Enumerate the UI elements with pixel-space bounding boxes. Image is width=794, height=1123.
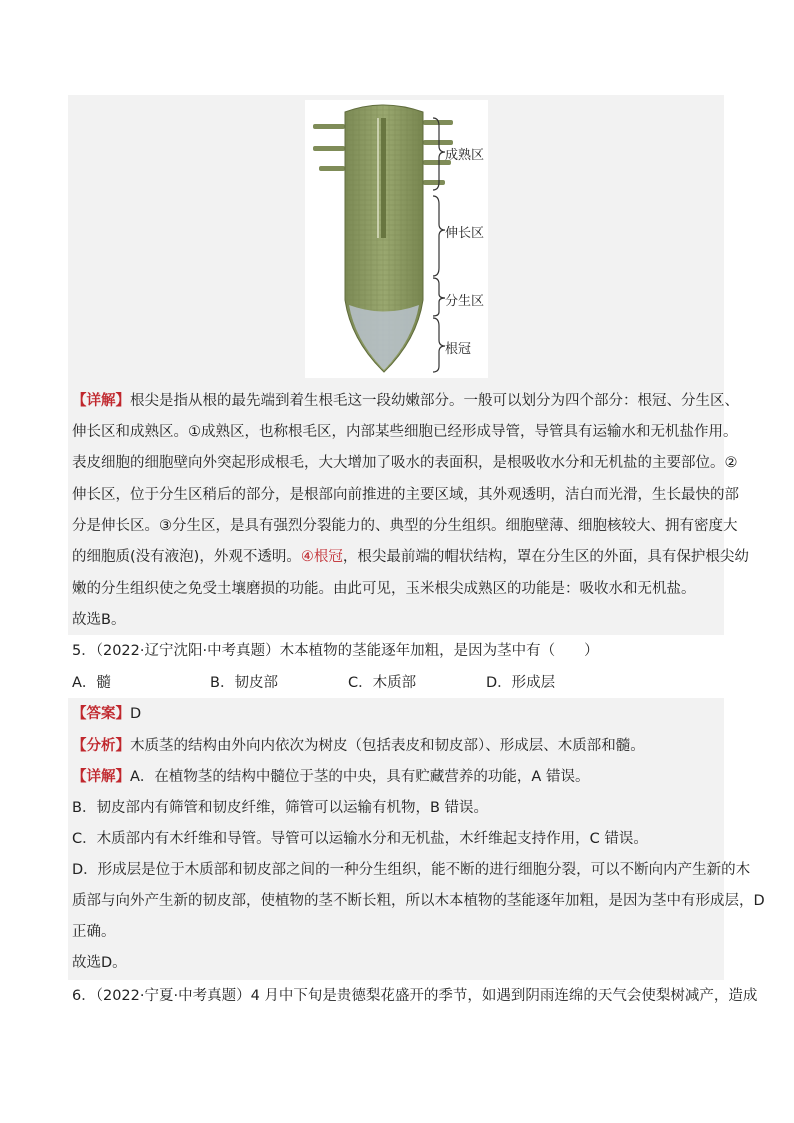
q5-option-d: D．形成层	[486, 675, 556, 691]
label-meristem-zone: 分生区	[445, 294, 485, 309]
q4-detail-line-5: 分是伸长区。③分生区，是具有强烈分裂能力的、典型的分生组织。细胞壁薄、细胞核较大、拥有密度大	[72, 518, 738, 534]
zone-brackets	[433, 118, 445, 372]
root-tip-figure	[305, 100, 488, 378]
q5-option-b: B．韧皮部	[210, 675, 278, 691]
q5-detail-line-4: D．形成层是位于木质部和韧皮部之间的一种分生组织，能不断的进行细胞分裂，可以不断向内产生新的木	[72, 862, 751, 878]
q5-detail-line-5: 质部与向外产生新的韧皮部，使植物的茎不断长粗，所以木本植物的茎能逐年加粗，是因为茎中有形成层，D	[72, 893, 765, 909]
q4-detail-line-3: 表皮细胞的细胞壁向外突起形成根毛，大大增加了吸水的表面积，是根吸收水分和无机盐的主要部位。②	[72, 455, 738, 471]
q5-stem: 5．（2022·辽宁沈阳·中考真题）木本植物的茎能逐年加粗，是因为茎中有（ ）	[72, 643, 599, 659]
q4-detail-line-6: 的细胞质(没有液泡)，外观不透明。④根冠，根尖最前端的帽状结构，罩在分生区的外面，具有保护根尖幼	[72, 549, 749, 565]
q5-detail-line-3: C．木质部内有木纤维和导管。导管可以运输水分和无机盐，木纤维起支持作用，C 错误。	[72, 831, 648, 847]
q6-stem: 6．（2022·宁夏·中考真题）4 月中下旬是贵德梨花盛开的季节，如遇到阴雨连绵的天气会使梨树减产，造成	[72, 988, 758, 1004]
q5-detail-line-6: 正确。	[72, 924, 116, 940]
q5-detail-line-1: 【详解】A．在植物茎的结构中髓位于茎的中央，具有贮藏营养的功能，A 错误。	[72, 769, 590, 785]
q4-detail-line-4: 伸长区，位于分生区稍后的部分，是根部向前推进的主要区域，其外观透明，洁白而光滑，生长最快的部	[72, 487, 739, 503]
q5-analysis: 【分析】木质茎的结构由外向内依次为树皮（包括表皮和韧皮部）、形成层、木质部和髓。	[72, 738, 645, 754]
q4-detail-line-7: 嫩的分生组织使之免受土壤磨损的功能。由此可见，玉米根尖成熟区的功能是：吸收水和无机盐。	[72, 581, 696, 597]
q5-detail-line-2: B．韧皮部内有筛管和韧皮纤维，筛管可以运输有机物，B 错误。	[72, 800, 489, 816]
q4-choice: 故选B。	[72, 612, 126, 628]
root-cap-highlight: ④根冠	[300, 549, 343, 565]
label-elongation-zone: 伸长区	[445, 226, 485, 241]
q5-answer: 【答案】D	[72, 706, 142, 722]
detail-tag: 【详解】	[72, 393, 130, 409]
label-root-cap: 根冠	[445, 342, 472, 357]
q5-option-c: C．木质部	[348, 675, 417, 691]
label-maturation-zone: 成熟区	[445, 148, 485, 163]
q4-detail-line-2: 伸长区和成熟区。①成熟区，也称根毛区，内部某些细胞已经形成导管，导管具有运输水和无机盐作用。	[72, 424, 738, 440]
q5-option-a: A．髓	[72, 675, 111, 691]
q4-detail-line-1: 【详解】根尖是指从根的最先端到着生根毛这一段幼嫩部分。一般可以划分为四个部分：根冠、分生区、	[72, 393, 739, 409]
q5-choice: 故选D。	[72, 955, 127, 971]
